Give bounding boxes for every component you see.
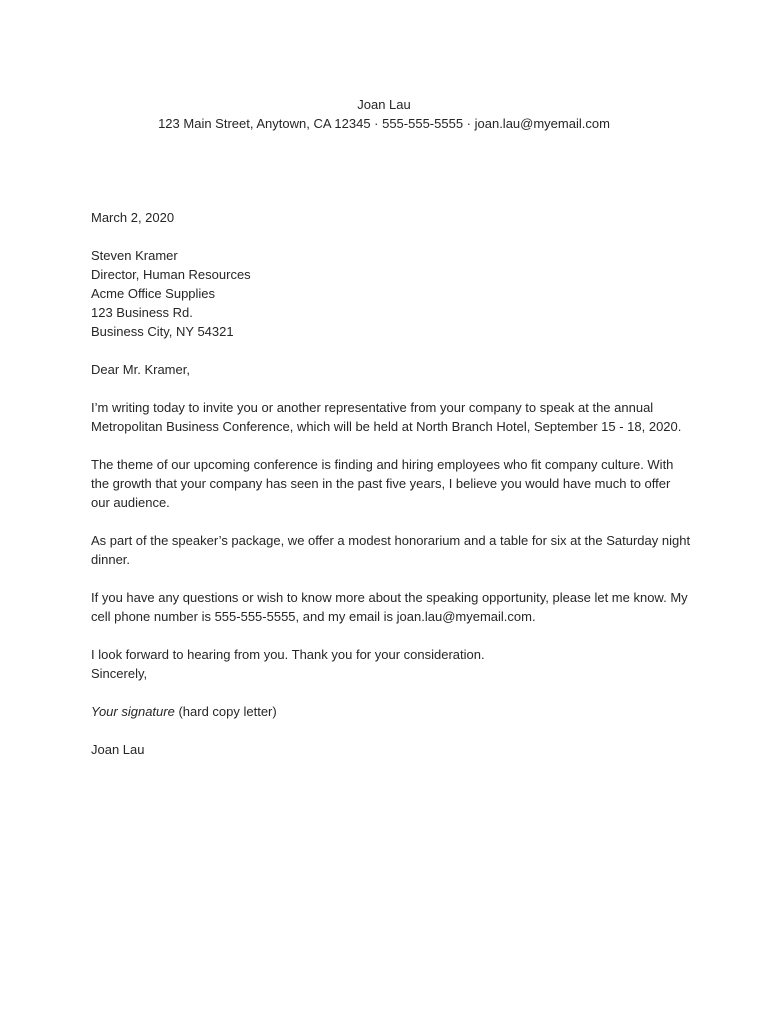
closing-block [91,645,691,683]
signer-name: Joan Lau [91,742,145,757]
signature-label: Your signature [91,704,175,719]
signature-note: (hard copy letter) [174,704,277,719]
signature-line [91,702,691,721]
letter-body [91,208,691,759]
closing-valediction: Sincerely, [91,666,148,681]
recipient-street: 123 Business Rd. [91,305,193,320]
salutation: Dear Mr. Kramer, [91,362,190,377]
recipient-company: Acme Office Supplies [91,286,216,301]
sender-contact-line: 123 Main Street, Anytown, CA 12345 · 555-555-5555 · joan.lau@myemail.com [158,116,610,131]
letter-date: March 2, 2020 [91,210,175,225]
recipient-name: Steven Kramer [91,248,178,263]
body-paragraph-theme: The theme of our upcoming conference is finding and hiring employees who fit company culture. With the growth that your company has seen in the past five years, I believe you would have much to offer our audience. [91,457,674,510]
recipient-address [91,246,691,341]
body-paragraph-invitation: I’m writing today to invite you or another representative from your company to speak at the annual Metropolitan Business Conference, which will be held at North Branch Hotel, September 15 - 18, 2020. [91,400,682,434]
body-paragraph-contact: If you have any questions or wish to know more about the speaking opportunity, please let me know. My cell phone number is 555-555-5555, and my email is joan.lau@myemail.com. [91,590,688,624]
body-paragraph-package: As part of the speaker’s package, we offer a modest honorarium and a table for six at the Saturday night dinner. [91,533,691,567]
sender-name: Joan Lau [357,97,411,112]
letter-header [0,95,768,133]
closing-thanks: I look forward to hearing from you. Thank you for your consideration. [91,647,485,662]
recipient-title: Director, Human Resources [91,267,251,282]
recipient-city-state-zip: Business City, NY 54321 [91,324,234,339]
